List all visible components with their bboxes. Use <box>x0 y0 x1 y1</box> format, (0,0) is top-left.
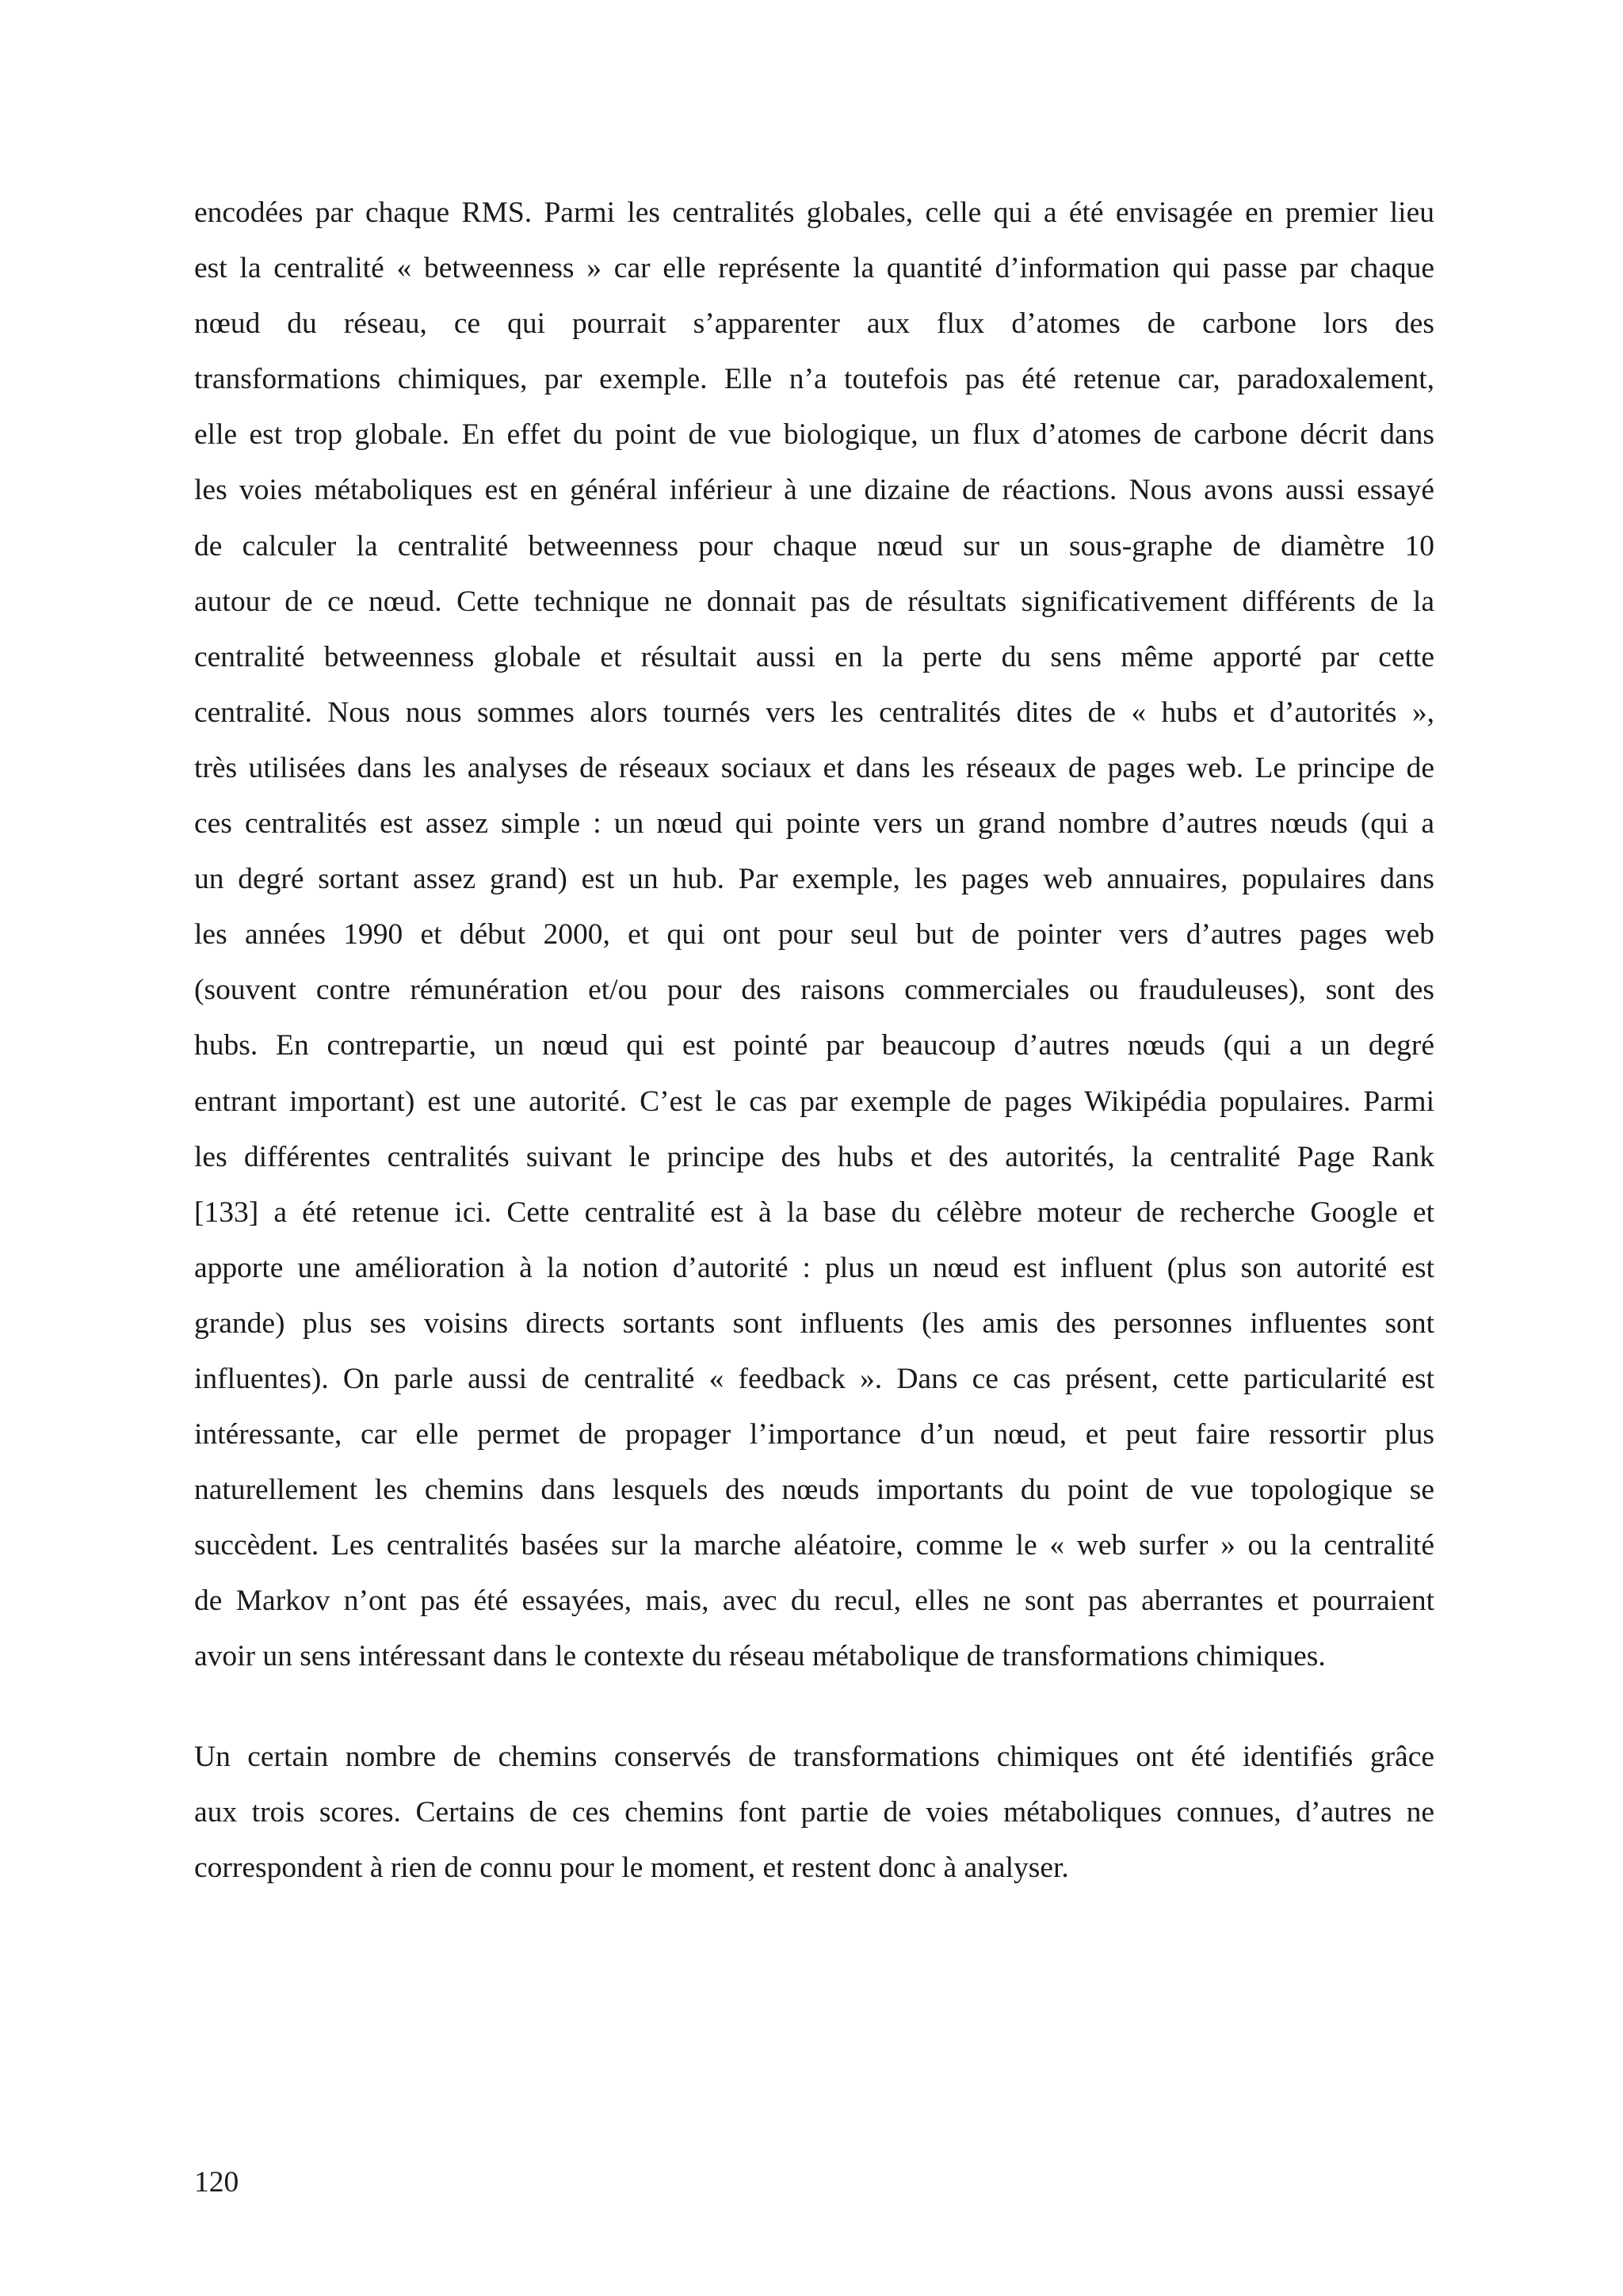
text-line: aux trois scores. Certains de ces chemins font partie de voies métaboliques connues, d’autres ne <box>194 1796 1434 1829</box>
text-line: apporte une amélioration à la notion d’autorité : plus un nœud est influent (plus son autorité est <box>194 1251 1434 1284</box>
text-line: très utilisées dans les analyses de réseaux sociaux et dans les réseaux de pages web. Le principe de <box>194 751 1434 784</box>
text-line: est la centralité « betweenness » car elle représente la quantité d’information qui passe par chaque <box>194 252 1434 285</box>
text-line: un degré sortant assez grand) est un hub. Par exemple, les pages web annuaires, populaires dans <box>194 863 1434 896</box>
text-line: succèdent. Les centralités basées sur la marche aléatoire, comme le « web surfer » ou la centralité <box>194 1529 1434 1562</box>
text-line: [133] a été retenue ici. Cette centralité est à la base du célèbre moteur de recherche Google et <box>194 1196 1434 1229</box>
text-line: de calculer la centralité betweenness pour chaque nœud sur un sous-graphe de diamètre 10 <box>194 529 1434 563</box>
text-line: entrant important) est une autorité. C’est le cas par exemple de pages Wikipédia populaires. Parmi <box>194 1085 1434 1118</box>
body-paragraph-1 <box>194 185 1434 1685</box>
text-line: les différentes centralités suivant le principe des hubs et des autorités, la centralité Page Rank <box>194 1140 1434 1173</box>
text-line: intéressante, car elle permet de propager l’importance d’un nœud, et peut faire ressortir plus <box>194 1418 1434 1451</box>
text-line: naturellement les chemins dans lesquels des nœuds importants du point de vue topologique se <box>194 1474 1434 1507</box>
text-line: hubs. En contrepartie, un nœud qui est pointé par beaucoup d’autres nœuds (qui a un degré <box>194 1029 1434 1062</box>
text-line: encodées par chaque RMS. Parmi les centralités globales, celle qui a été envisagée en premier lieu <box>194 196 1434 229</box>
text-line: influentes). On parle aussi de centralité « feedback ». Dans ce cas présent, cette particularité est <box>194 1362 1434 1395</box>
text-line: correspondent à rien de connu pour le moment, et restent donc à analyser. <box>194 1852 1069 1885</box>
text-line: les années 1990 et début 2000, et qui ont pour seul but de pointer vers d’autres pages web <box>194 918 1434 952</box>
text-line: (souvent contre rémunération et/ou pour des raisons commerciales ou frauduleuses), sont des <box>194 974 1434 1007</box>
text-line: elle est trop globale. En effet du point de vue biologique, un flux d’atomes de carbone décrit dans <box>194 418 1434 452</box>
text-line: transformations chimiques, par exemple. Elle n’a toutefois pas été retenue car, paradoxalement, <box>194 363 1434 396</box>
text-line: ces centralités est assez simple : un nœud qui pointe vers un grand nombre d’autres nœuds (qui a <box>194 807 1434 841</box>
text-line: les voies métaboliques est en général inférieur à une dizaine de réactions. Nous avons aussi essayé <box>194 474 1434 507</box>
text-line: centralité betweenness globale et résultait aussi en la perte du sens même apporté par cette <box>194 640 1434 673</box>
text-line: grande) plus ses voisins directs sortants sont influents (les amis des personnes influentes sont <box>194 1306 1434 1340</box>
text-line: avoir un sens intéressant dans le contexte du réseau métabolique de transformations chimiques. <box>194 1640 1326 1673</box>
text-line: nœud du réseau, ce qui pourrait s’apparenter aux flux d’atomes de carbone lors des <box>194 307 1434 341</box>
text-line: centralité. Nous nous sommes alors tournés vers les centralités dites de « hubs et d’autorités », <box>194 696 1434 729</box>
page-number: 120 <box>194 2166 239 2199</box>
body-paragraph-2 <box>194 1730 1434 1896</box>
text-line: de Markov n’ont pas été essayées, mais, avec du recul, elles ne sont pas aberrantes et pourraient <box>194 1585 1434 1618</box>
text-line: autour de ce nœud. Cette technique ne donnait pas de résultats significativement différents de la <box>194 585 1434 618</box>
text-line: Un certain nombre de chemins conservés de transformations chimiques ont été identifiés grâce <box>194 1741 1434 1773</box>
